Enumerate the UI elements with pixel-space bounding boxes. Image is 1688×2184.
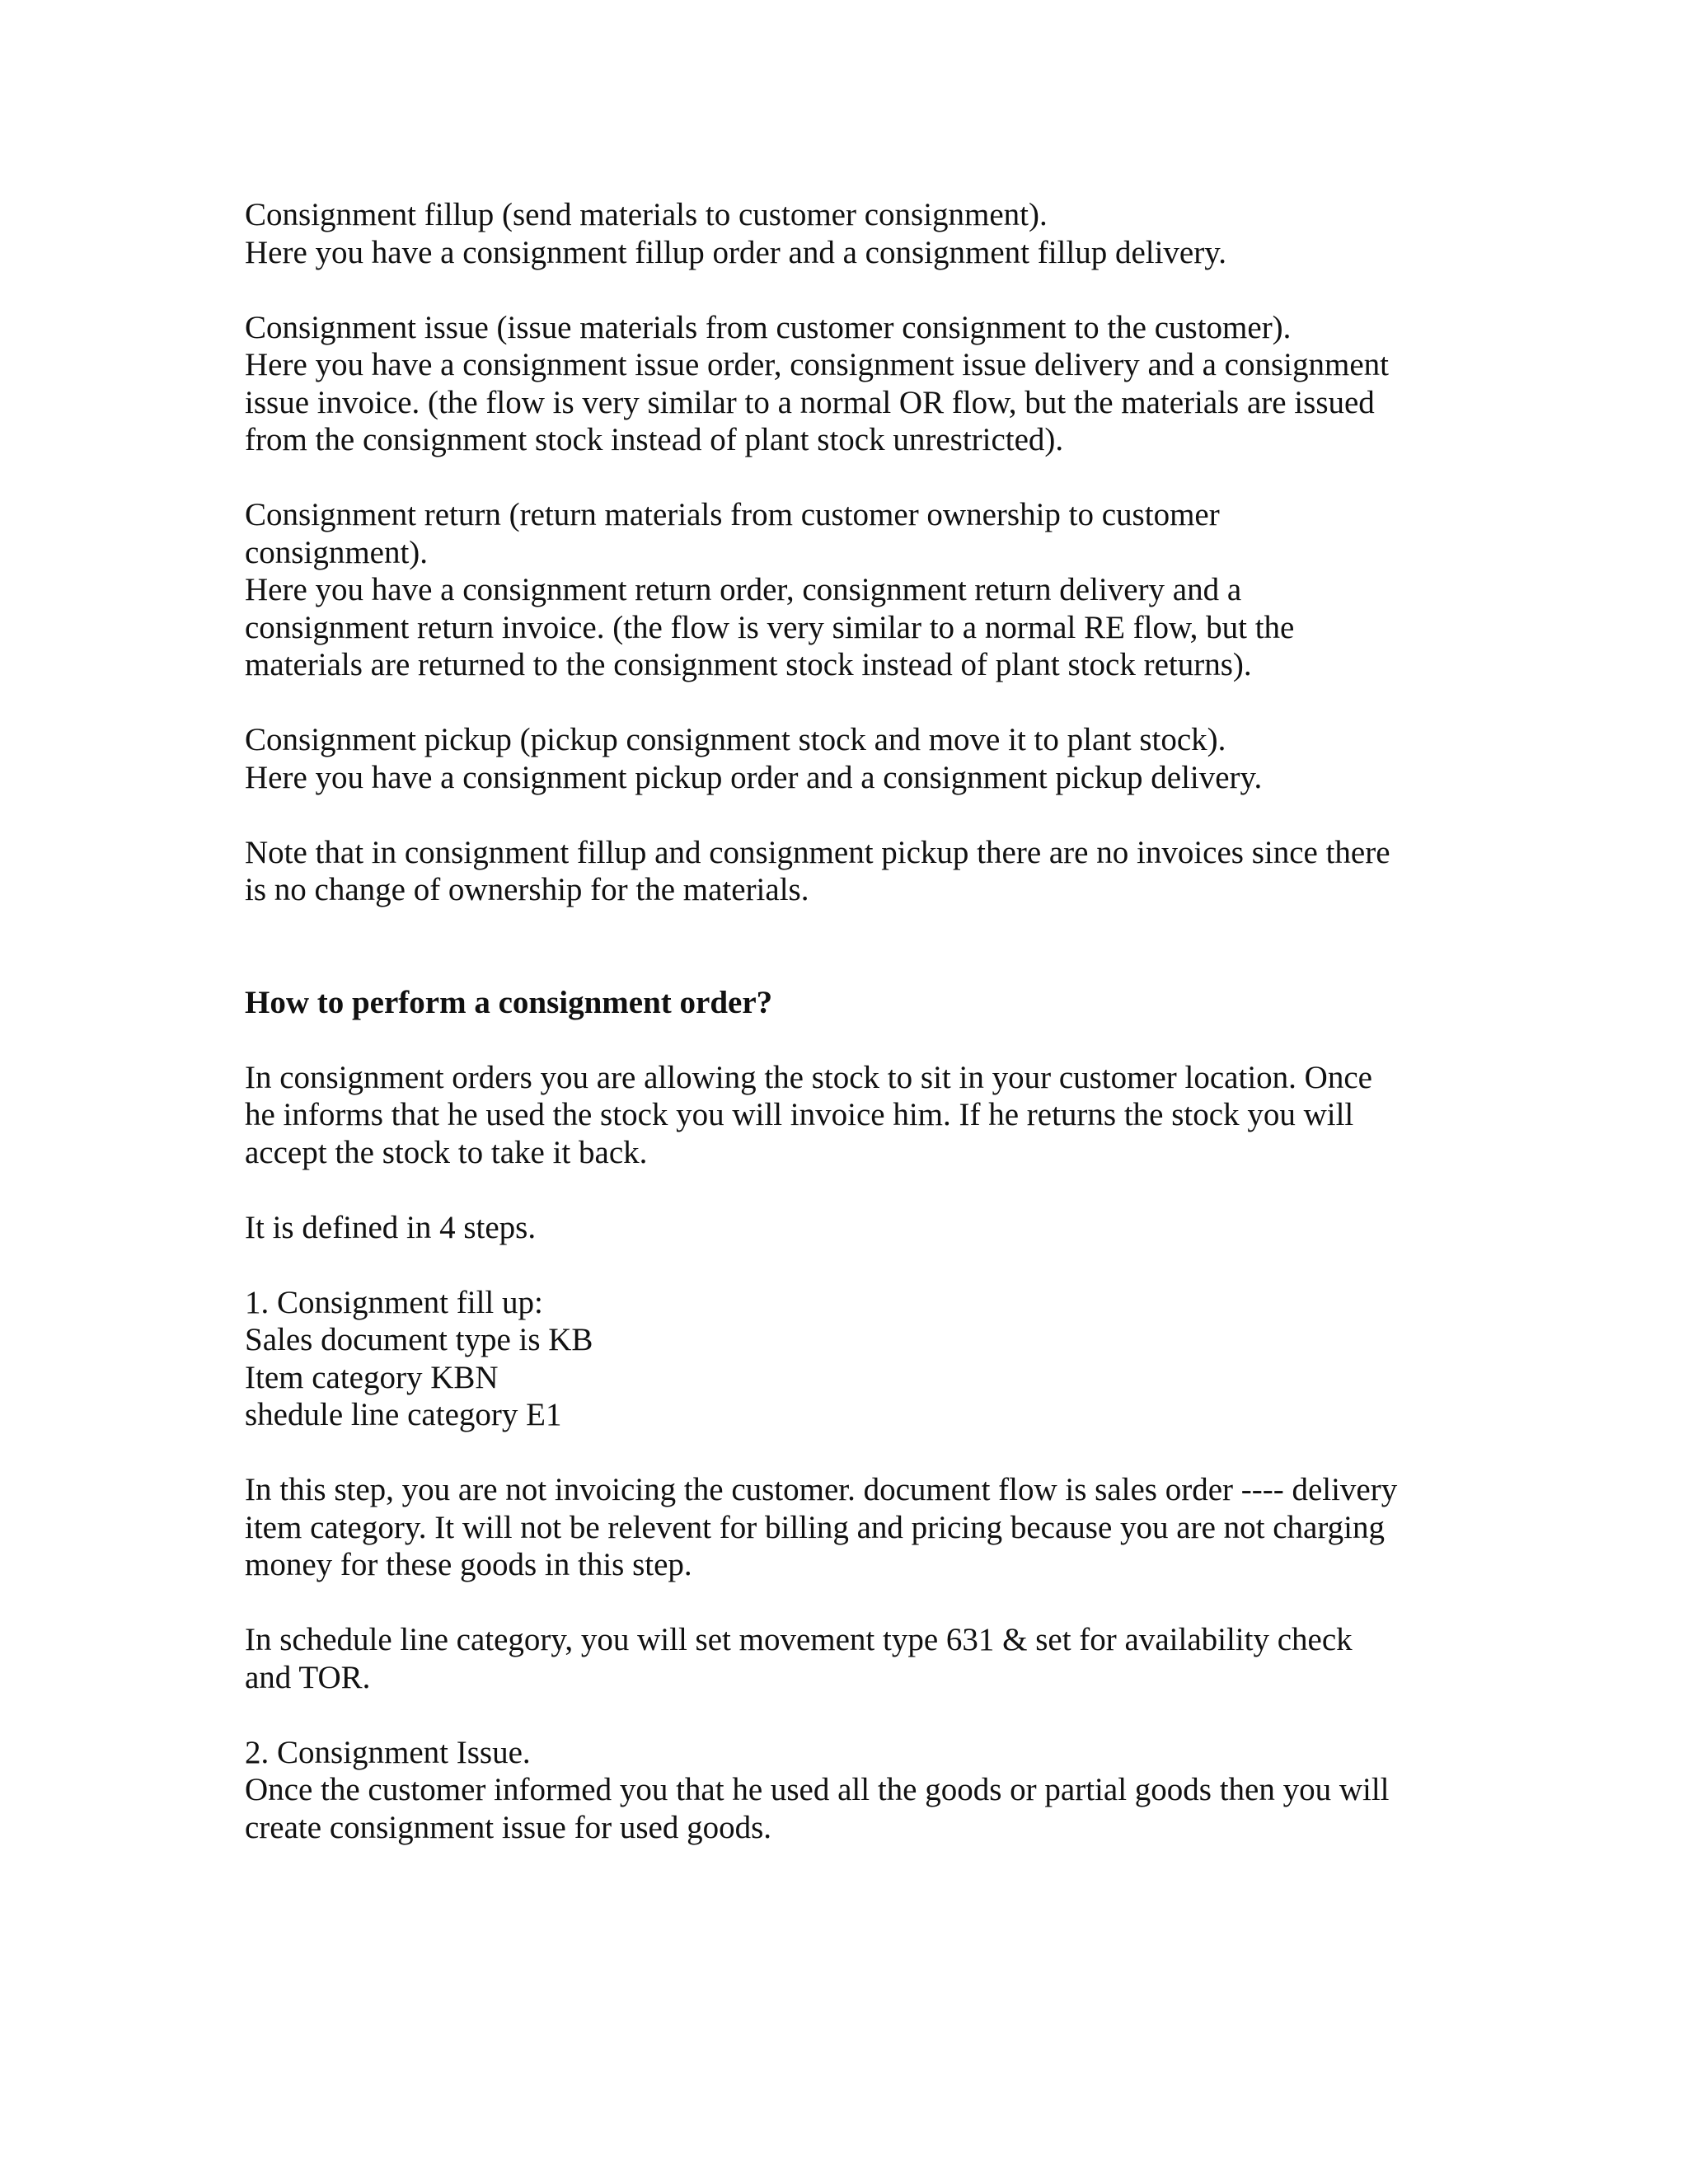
paragraph-spacer — [245, 1434, 1465, 1472]
text-line: consignment). — [245, 534, 429, 570]
paragraph-spacer — [245, 1696, 1465, 1734]
text-line: accept the stock to take it back. — [245, 1134, 648, 1170]
text-line: In consignment orders you are allowing the stock to sit in your customer location. Once — [245, 1059, 1372, 1095]
text-line: Consignment fillup (send materials to customer consignment). — [245, 197, 1048, 232]
text-line: issue invoice. (the flow is very similar to a normal OR flow, but the materials are issued — [245, 384, 1375, 420]
paragraph-consignment-return — [245, 496, 1465, 684]
text-line: is no change of ownership for the materials. — [245, 872, 809, 907]
text-line: Here you have a consignment return order, consignment return delivery and a — [245, 572, 1242, 607]
text-line: Consignment pickup (pickup consignment stock and move it to plant stock). — [245, 722, 1226, 757]
text-line: item category. It will not be relevent for billing and pricing because you are not charging — [245, 1509, 1385, 1545]
text-line: Once the customer informed you that he used all the goods or partial goods then you will — [245, 1772, 1390, 1807]
step-2-consignment-issue — [245, 1734, 1465, 1847]
text-line: Here you have a consignment pickup order and a consignment pickup delivery. — [245, 759, 1263, 795]
text-line: It is defined in 4 steps. — [245, 1209, 537, 1245]
text-line: materials are returned to the consignment stock instead of plant stock returns). — [245, 647, 1252, 682]
paragraph-spacer — [245, 796, 1465, 834]
text-line: Here you have a consignment fillup order and a consignment fillup delivery. — [245, 234, 1226, 270]
text-line: Item category KBN — [245, 1359, 499, 1395]
paragraph-spacer — [245, 1584, 1465, 1622]
text-line: Consignment issue (issue materials from customer consignment to the customer). — [245, 309, 1292, 345]
paragraph-intro — [245, 1059, 1465, 1172]
paragraph-spacer — [245, 1021, 1465, 1059]
text-line: from the consignment stock instead of plant stock unrestricted). — [245, 422, 1064, 457]
paragraph-steps — [245, 1209, 1465, 1247]
paragraph-spacer — [245, 459, 1465, 497]
text-line: Here you have a consignment issue order, consignment issue delivery and a consignment — [245, 347, 1389, 382]
paragraph-consignment-issue — [245, 309, 1465, 459]
text-line: Sales document type is KB — [245, 1322, 593, 1357]
paragraph-schedule-line — [245, 1621, 1465, 1696]
text-line: consignment return invoice. (the flow is very similar to a normal RE flow, but the — [245, 609, 1295, 645]
paragraph-spacer — [245, 271, 1465, 309]
paragraph-spacer — [245, 684, 1465, 722]
step-1-consignment-fill-up — [245, 1284, 1465, 1434]
text-line: he informs that he used the stock you will invoice him. If he returns the stock you will — [245, 1097, 1354, 1132]
text-line: shedule line category E1 — [245, 1397, 562, 1432]
text-line: Note that in consignment fillup and consignment pickup there are no invoices since there — [245, 834, 1390, 870]
text-line: money for these goods in this step. — [245, 1547, 692, 1582]
text-line: 2. Consignment Issue. — [245, 1734, 531, 1770]
paragraph-spacer — [245, 1246, 1465, 1284]
text-line: Consignment return (return materials from customer ownership to customer — [245, 497, 1220, 532]
paragraph-consignment-pickup — [245, 721, 1465, 796]
section-heading: How to perform a consignment order? — [245, 984, 773, 1020]
document-body — [245, 196, 1465, 1846]
text-line: and TOR. — [245, 1659, 371, 1695]
paragraph-consignment-fillup — [245, 196, 1465, 271]
text-line: In schedule line category, you will set movement type 631 & set for availability check — [245, 1622, 1353, 1657]
text-line: In this step, you are not invoicing the customer. document flow is sales order ---- delivery — [245, 1472, 1398, 1507]
paragraph-spacer — [245, 909, 1465, 984]
paragraph-spacer — [245, 1171, 1465, 1209]
paragraph-step-1-details — [245, 1471, 1465, 1584]
text-line: 1. Consignment fill up: — [245, 1284, 543, 1320]
text-line: create consignment issue for used goods. — [245, 1809, 772, 1845]
paragraph-note — [245, 834, 1465, 909]
